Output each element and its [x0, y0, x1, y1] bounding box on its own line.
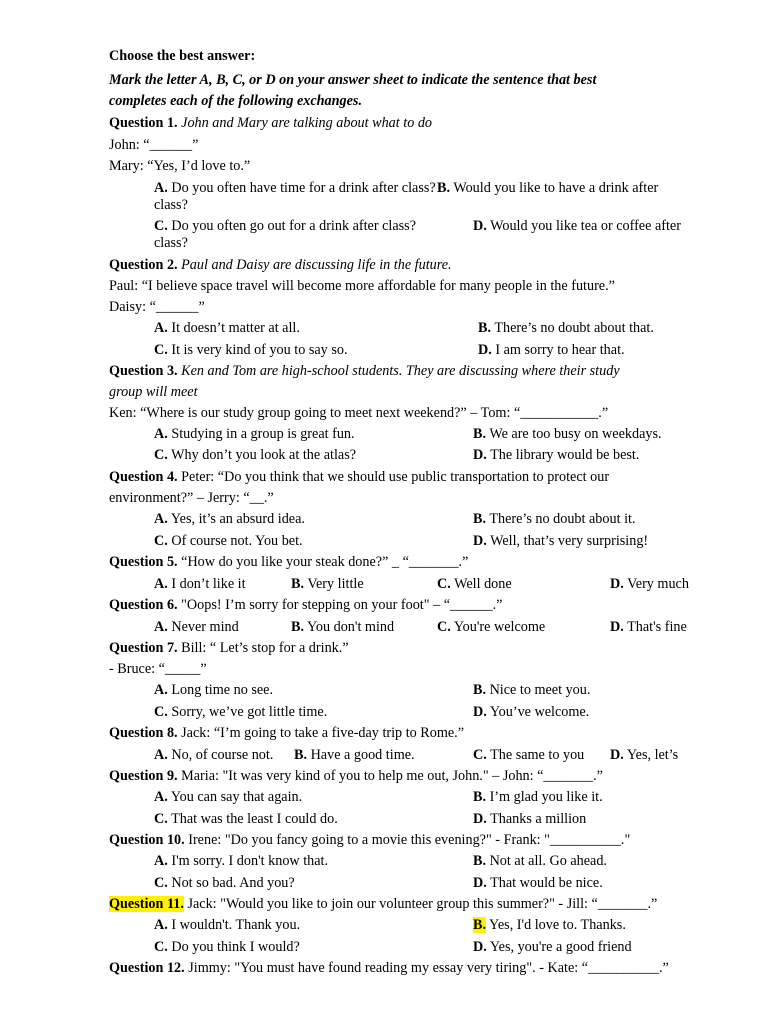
option-d: D. The library would be best. — [473, 447, 640, 463]
option-b: B. Have a good time. — [294, 747, 415, 763]
option-a: A. It doesn’t matter at all. — [154, 320, 300, 336]
option-d: D. Very much — [610, 576, 689, 592]
highlighted-answer-letter: B. — [473, 917, 487, 933]
option-d: D. That's fine — [610, 619, 687, 635]
question-7-stem: Question 7. Bill: “ Let’s stop for a drink.” — [109, 640, 349, 656]
option-d: D. You’ve welcome. — [473, 704, 590, 720]
option-b-highlighted: B. Yes, I'd love to. Thanks. — [473, 917, 626, 933]
dialogue-line: Paul: “I believe space travel will become more affordable for many people in the future.” — [109, 278, 615, 294]
option-d: D. I am sorry to hear that. — [478, 342, 625, 358]
option-d: D. Well, that’s very surprising! — [473, 533, 649, 549]
option-c: C. Sorry, we’ve got little time. — [154, 704, 328, 720]
question-4-stem: Question 4. Peter: “Do you think that we should use public transportation to protect our — [109, 469, 610, 485]
option-c: C. Well done — [437, 576, 512, 592]
instruction-line-2: completes each of the following exchanges. — [109, 93, 362, 109]
option-b: B. You don't mind — [291, 619, 395, 635]
option-c: C. Do you think I would? — [154, 939, 300, 955]
option-d: D. Thanks a million — [473, 811, 587, 827]
dialogue-line: Daisy: “______” — [109, 299, 205, 315]
option-d: D. Would you like tea or coffee after — [473, 218, 681, 234]
option-b-continued: class? — [154, 197, 188, 213]
option-a: A. I wouldn't. Thank you. — [154, 917, 301, 933]
question-12-stem: Question 12. Jimmy: "You must have found reading my essay very tiring". - Kate: “__________.” — [109, 960, 669, 976]
option-c: C. Not so bad. And you? — [154, 875, 295, 891]
option-d: D. Yes, let’s — [610, 747, 679, 763]
instruction-line-1: Mark the letter A, B, C, or D on your answer sheet to indicate the sentence that best — [109, 72, 597, 88]
question-2-stem: Question 2. Paul and Daisy are discussing life in the future. — [109, 257, 452, 273]
option-b: B. I’m glad you like it. — [473, 789, 603, 805]
question-text-continued: environment?” – Jerry: “__.” — [109, 490, 274, 506]
question-5-stem: Question 5. “How do you like your steak done?” _ “_______.” — [109, 554, 469, 570]
option-d-continued: class? — [154, 235, 188, 251]
question-label: Question 1. — [109, 115, 178, 131]
option-b: B. We are too busy on weekdays. — [473, 426, 662, 442]
question-context: group will meet — [109, 384, 198, 400]
question-3-stem: Question 3. Ken and Tom are high-school students. They are discussing where their study — [109, 363, 620, 379]
dialogue-line: - Bruce: “_____” — [109, 661, 207, 677]
question-1-stem — [109, 115, 432, 132]
option-d: D. Yes, you're a good friend — [473, 939, 632, 955]
option-b: B. Would you like to have a drink after — [437, 180, 659, 196]
option-a: A. I'm sorry. I don't know that. — [154, 853, 329, 869]
question-context: John and Mary are talking about what to do — [177, 115, 433, 131]
option-a: A. Never mind — [154, 619, 239, 635]
option-c: C. It is very kind of you to say so. — [154, 342, 348, 358]
option-b: B. There’s no doubt about that. — [478, 320, 654, 336]
option-b: B. Not at all. Go ahead. — [473, 853, 607, 869]
question-9-stem: Question 9. Maria: "It was very kind of you to help me out, John." – John: “_______.” — [109, 768, 603, 784]
option-c: C. Why don’t you look at the atlas? — [154, 447, 357, 463]
page-title: Choose the best answer: — [109, 48, 256, 64]
dialogue-line: Mary: “Yes, I’d love to.” — [109, 158, 251, 174]
option-b: B. Very little — [291, 576, 364, 592]
option-a: A. Long time no see. — [154, 682, 273, 698]
question-6-stem: Question 6. "Oops! I’m sorry for stepping on your foot" – “______.” — [109, 597, 503, 613]
option-c: C. You're welcome — [437, 619, 546, 635]
option-a: A. Studying in a group is great fun. — [154, 426, 355, 442]
question-8-stem: Question 8. Jack: “I’m going to take a five-day trip to Rome.” — [109, 725, 465, 741]
option-c: C. Of course not. You bet. — [154, 533, 303, 549]
highlighted-question-label: Question 11. — [109, 896, 184, 912]
option-a: A. Yes, it’s an absurd idea. — [154, 511, 305, 527]
option-a: A. You can say that again. — [154, 789, 303, 805]
option-a: A. Do you often have time for a drink after class? — [154, 180, 436, 196]
option-c: C. The same to you — [473, 747, 585, 763]
dialogue-line: John: “______” — [109, 137, 199, 153]
option-a: A. I don’t like it — [154, 576, 246, 592]
option-d: D. That would be nice. — [473, 875, 603, 891]
question-11-stem: Question 11. Jack: "Would you like to join our volunteer group this summer?" - Jill: “_______.” — [109, 896, 658, 912]
dialogue-line: Ken: “Where is our study group going to meet next weekend?” – Tom: “___________.” — [109, 405, 609, 421]
question-10-stem: Question 10. Irene: "Do you fancy going to a movie this evening?" - Frank: "__________." — [109, 832, 631, 848]
option-b: B. Nice to meet you. — [473, 682, 591, 698]
option-c: C. Do you often go out for a drink after class? — [154, 218, 417, 234]
option-a: A. No, of course not. — [154, 747, 274, 763]
option-c: C. That was the least I could do. — [154, 811, 338, 827]
option-b: B. There’s no doubt about it. — [473, 511, 636, 527]
